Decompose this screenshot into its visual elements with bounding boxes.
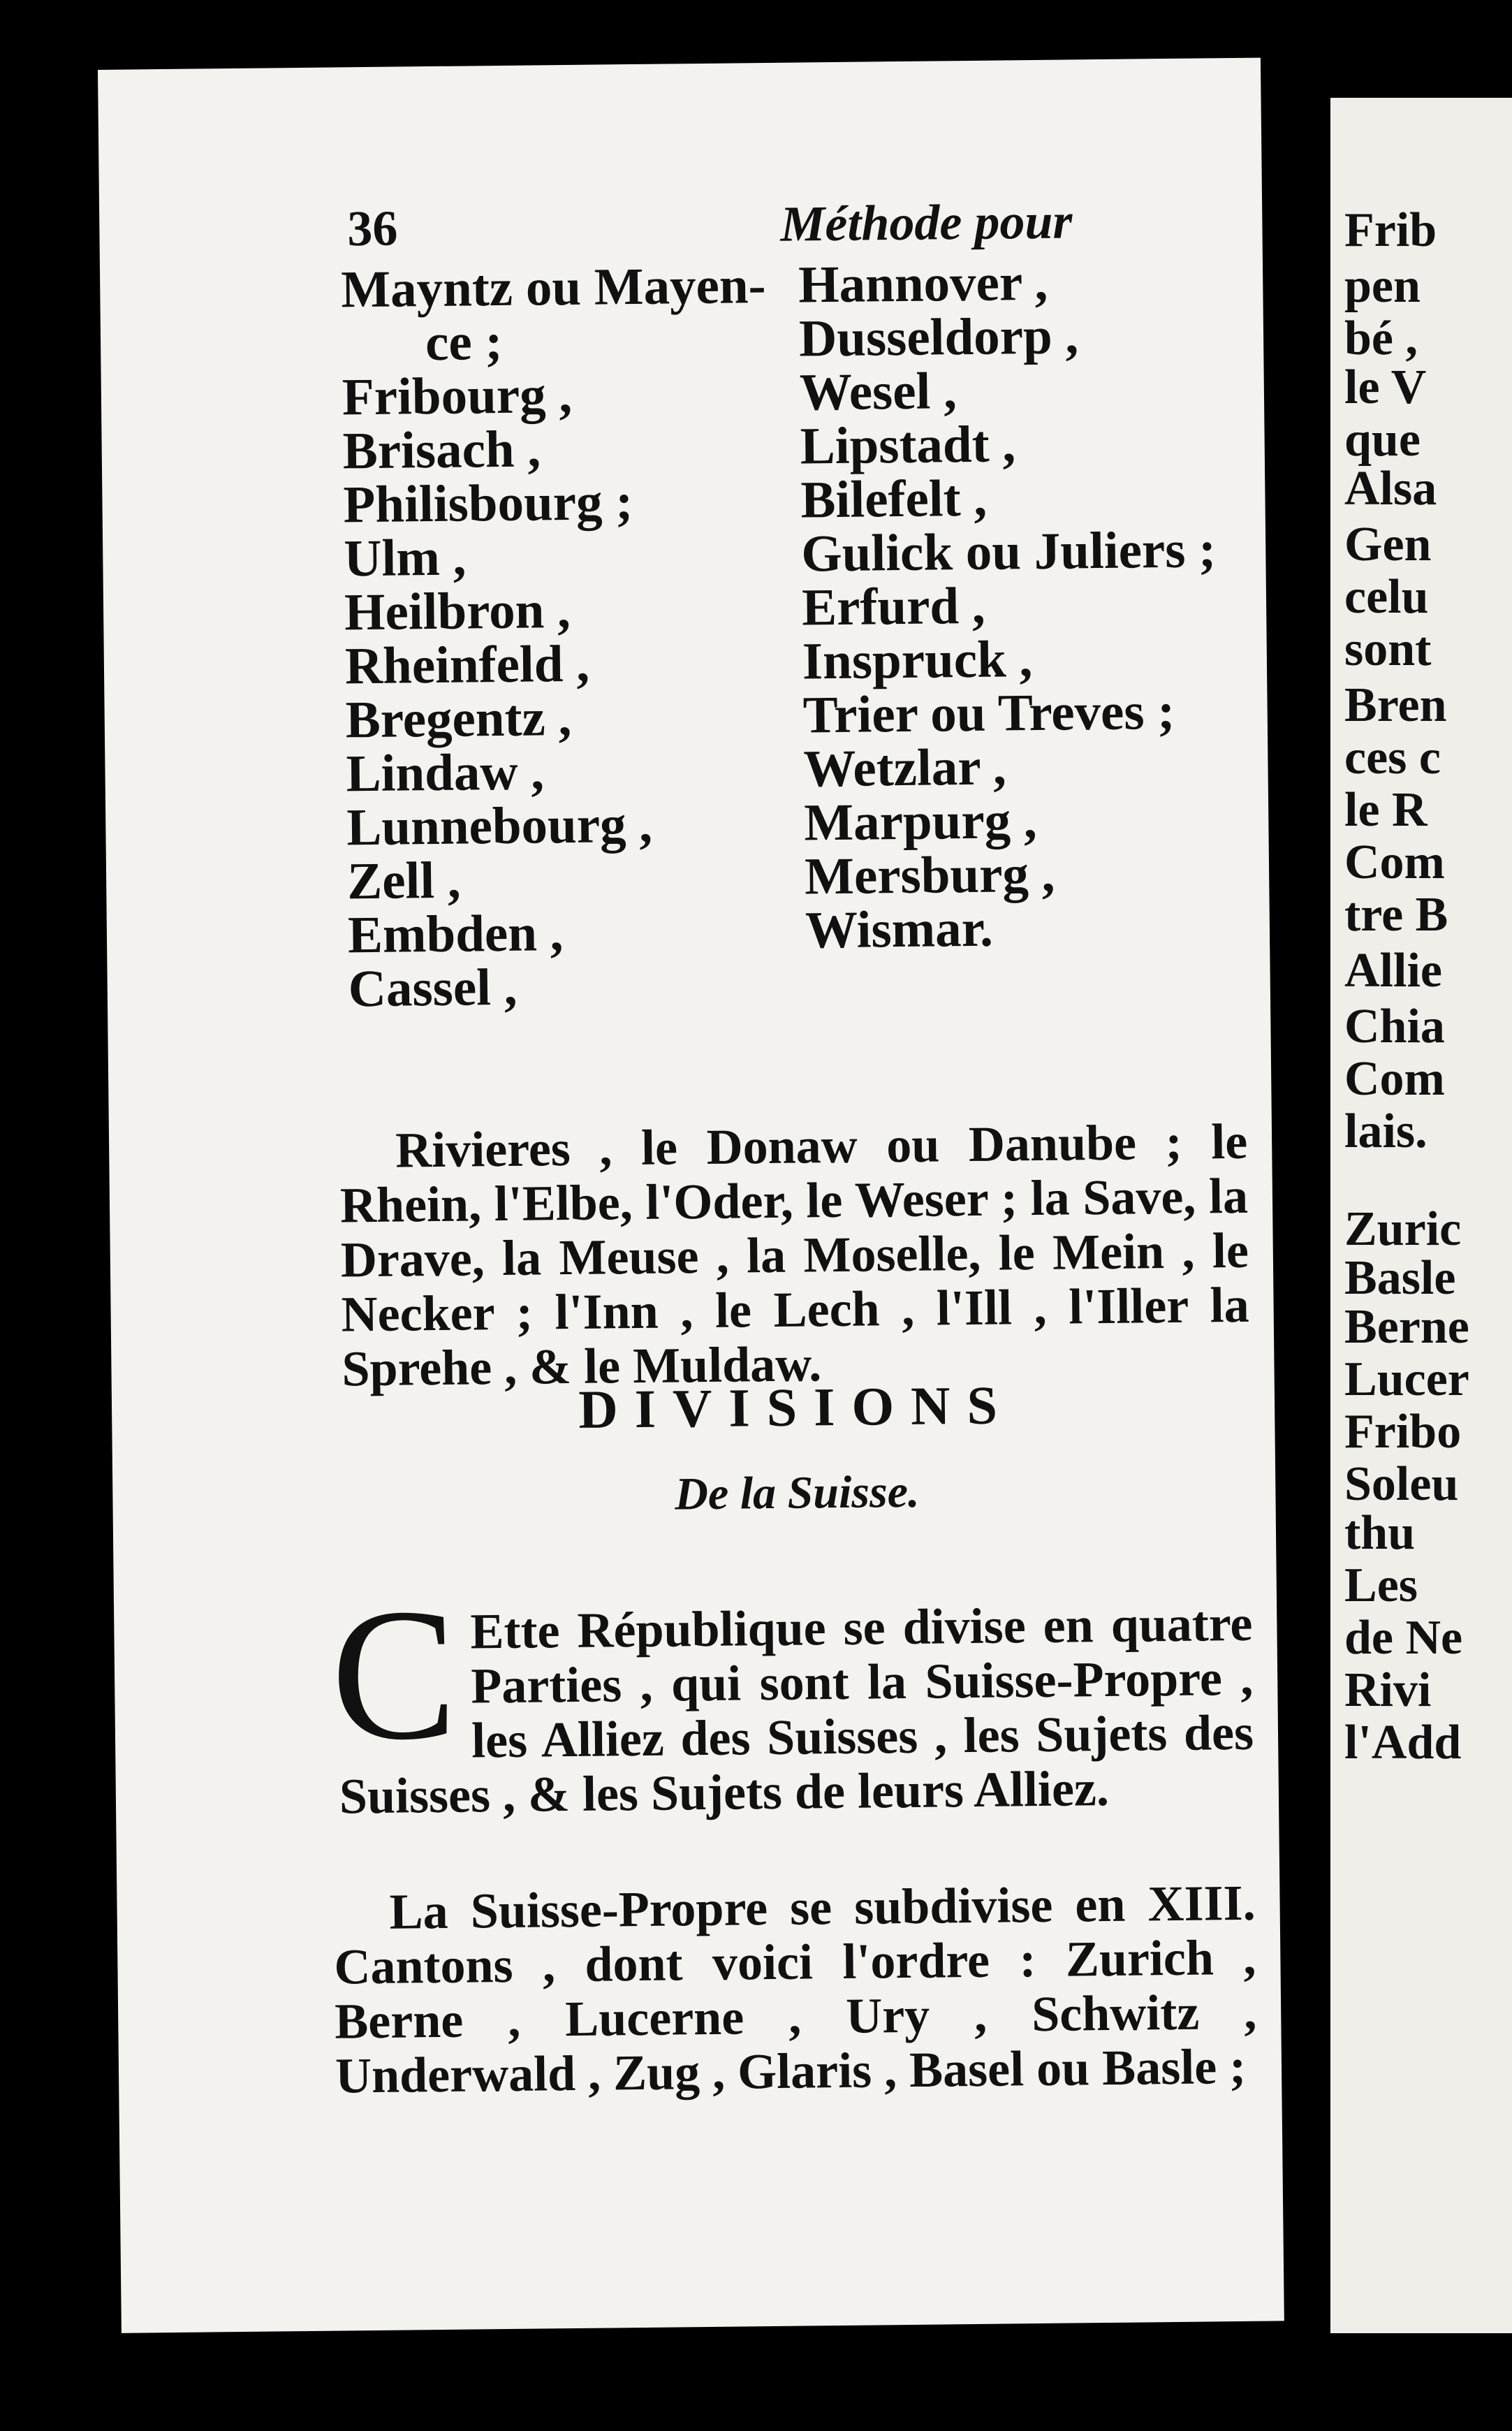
drop-cap: C xyxy=(330,1569,458,1780)
facing-page-line: Berne xyxy=(1344,1300,1469,1354)
city-list-item: Wesel , xyxy=(799,362,957,422)
facing-page-line: Com xyxy=(1344,1052,1445,1106)
facing-page-line: Zuric xyxy=(1344,1202,1462,1256)
facing-page-line: que xyxy=(1344,413,1421,467)
city-list-item: Trier ou Treves ; xyxy=(802,682,1175,745)
facing-page-line: Bren xyxy=(1344,678,1447,732)
city-list-item: Lindaw , xyxy=(346,743,545,803)
city-list-item: Heilbron , xyxy=(344,581,571,642)
facing-page-line: ces c xyxy=(1344,731,1441,784)
facing-page-line: le V xyxy=(1344,360,1427,414)
facing-page-line: Chia xyxy=(1344,1000,1445,1053)
city-list-item: Wetzlar , xyxy=(803,738,1007,798)
city-list-item: Bilefelt , xyxy=(800,469,988,530)
facing-page-line: Rivi xyxy=(1344,1663,1432,1717)
facing-page-line: thu xyxy=(1344,1506,1416,1560)
city-list-item: Cassel , xyxy=(348,958,518,1019)
facing-page-line: Com xyxy=(1344,835,1445,889)
rivers-paragraph: Rivieres , le Donaw ou Danube ; le Rhein, l'Elbe, l'Oder, le Weser ; la Save, la Drave, la Meuse , la Moselle, le Mein , le Necker ; l'Inn , le Lech , l'Ill , l'Iller la Sprehe , & le Muldaw. xyxy=(339,1113,1250,1397)
city-list-item: Bregentz , xyxy=(345,688,572,750)
facing-page-line: Allie xyxy=(1344,944,1442,998)
intro-text: Ette République se divise en quatre Parties , qui sont la Suisse-Propre , les Alliez des Suisses , les Sujets des Suisses , & les Sujets de leurs Alliez. xyxy=(339,1595,1254,1825)
facing-page-line: Lucer xyxy=(1344,1352,1469,1406)
facing-page-line: lais. xyxy=(1344,1104,1427,1158)
facing-page-line: Alsa xyxy=(1344,462,1437,516)
facing-page-line: Fribo xyxy=(1344,1405,1462,1459)
facing-page-line: celu xyxy=(1344,570,1429,624)
facing-page-line: Gen xyxy=(1344,518,1432,571)
facing-page-line: pen xyxy=(1344,259,1421,313)
facing-page-line: Les xyxy=(1344,1558,1418,1612)
section-subheading: De la Suisse. xyxy=(674,1466,920,1520)
city-list-item: Zell , xyxy=(346,851,462,911)
facing-page-line: Frib xyxy=(1344,203,1437,257)
facing-page-line: le R xyxy=(1344,783,1427,837)
city-list-item: Embden , xyxy=(347,904,564,965)
city-list-item: Rheinfeld , xyxy=(344,634,590,696)
city-list-left xyxy=(340,256,802,1019)
city-list-item: Lunnebourg , xyxy=(346,795,653,857)
city-list-item: Brisach , xyxy=(342,420,541,481)
page-content xyxy=(98,58,1284,2333)
facing-page-line: sont xyxy=(1344,622,1432,676)
city-list-item: Dusseldorp , xyxy=(798,307,1079,368)
city-list-item: Mersburg , xyxy=(804,845,1055,906)
city-list-item: Ulm , xyxy=(343,528,467,588)
facing-page-line: tre B xyxy=(1344,888,1448,942)
facing-page-line: Soleu xyxy=(1344,1457,1459,1511)
city-list-item: Philisbourg ; xyxy=(343,473,633,534)
intro-paragraph xyxy=(330,1569,1254,1825)
city-list-item: Gulick ou Juliers ; xyxy=(800,520,1217,583)
section-heading: DIVISIONS xyxy=(578,1374,1015,1440)
city-list-right xyxy=(798,254,1252,958)
city-list-item: Mayntz ou Mayen- xyxy=(340,256,766,319)
book-page xyxy=(98,58,1284,2333)
city-list-item: Lipstadt , xyxy=(800,415,1016,476)
facing-page-line: bé , xyxy=(1344,312,1418,365)
subdivision-paragraph: La Suisse-Propre se subdivise en XIII. Cantons , dont voici l'ordre : Zurich , Berne , Lucerne , Ury , Schwitz , Underwald , Zug , Glaris , Basel ou Basle ; xyxy=(334,1874,1257,2104)
facing-page-fragment xyxy=(1330,98,1512,2333)
city-list-item: Marpurg , xyxy=(803,791,1038,852)
city-list-item: Inspruck , xyxy=(802,630,1033,691)
page-number: 36 xyxy=(346,200,398,257)
city-list-item: Wismar. xyxy=(805,899,994,960)
facing-page-line: de Ne xyxy=(1344,1611,1463,1665)
running-title: Méthode pour xyxy=(779,193,1073,252)
page-header xyxy=(347,192,1116,263)
city-list-item: Fribourg , xyxy=(342,365,573,427)
city-list-item: Hannover , xyxy=(798,253,1048,314)
city-list-item: ce ; xyxy=(425,312,503,372)
city-list-item: Erfurd , xyxy=(801,576,986,637)
facing-page-line: Basle xyxy=(1344,1251,1456,1305)
facing-page-line: l'Add xyxy=(1344,1716,1462,1769)
